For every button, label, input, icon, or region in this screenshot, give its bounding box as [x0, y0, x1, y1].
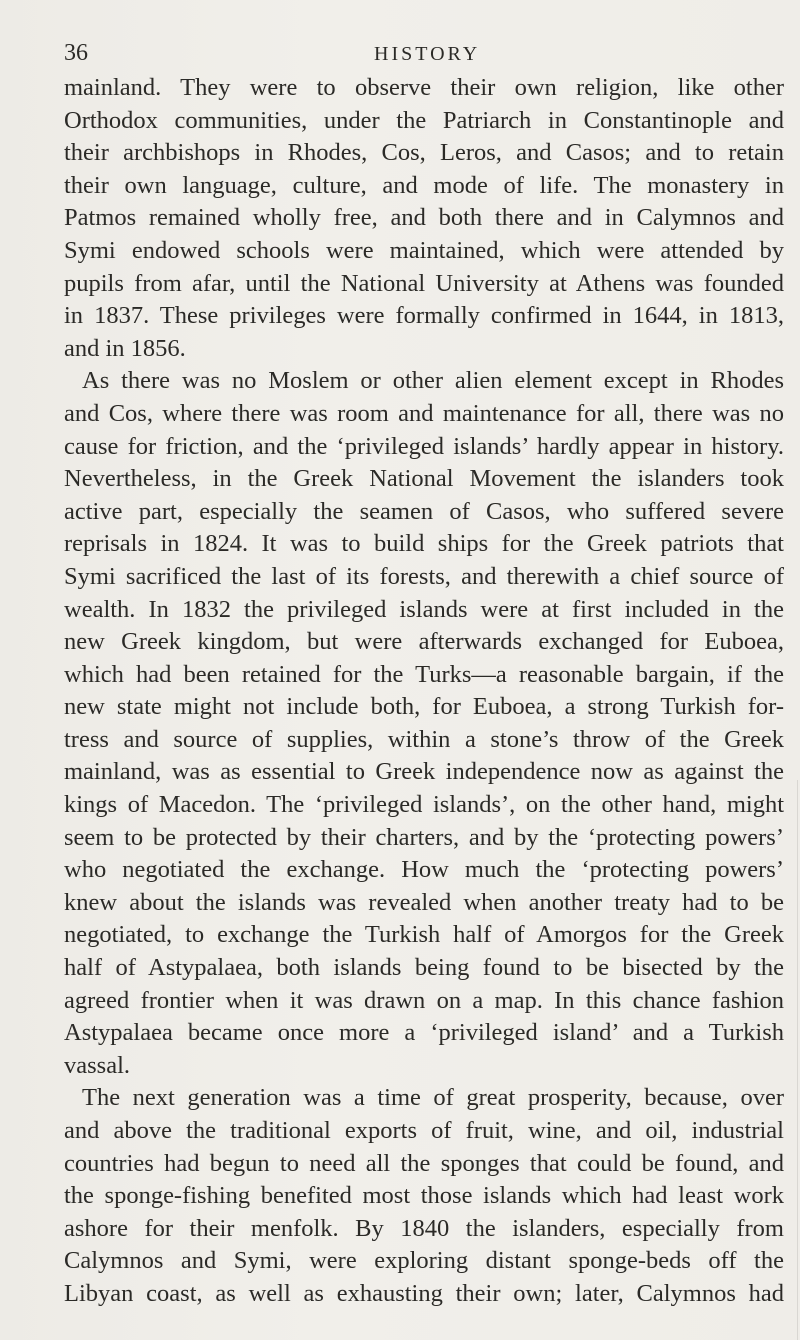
text-line: Orthodox communities, under the Patriarch in Constantinople and: [64, 106, 784, 134]
text-line: tress and source of supplies, within a stone’s throw of the Greek: [64, 725, 784, 753]
text-line: vassal.: [64, 1051, 130, 1079]
text-line: negotiated, to exchange the Turkish half of Amorgos for the Greek: [64, 921, 784, 949]
text-line: As there was no Moslem or other alien element except in Rhodes: [82, 367, 784, 395]
text-line: new Greek kingdom, but were afterwards exchanged for Euboea,: [64, 628, 784, 656]
text-line: cause for friction, and the ‘privileged islands’ hardly appear in history.: [64, 432, 784, 460]
text-line: The next generation was a time of great prosperity, because, over: [82, 1084, 784, 1112]
text-line: and in 1856.: [64, 334, 186, 362]
text-line: new state might not include both, for Euboea, a strong Turkish for-: [64, 693, 784, 721]
text-line: mainland. They were to observe their own religion, like other: [64, 74, 784, 101]
text-line: Patmos remained wholly free, and both there and in Calymnos and: [64, 204, 784, 232]
text-line: Symi endowed schools were maintained, which were attended by: [64, 236, 784, 264]
text-line: and Cos, where there was room and maintenance for all, there was no: [64, 399, 784, 427]
text-line: knew about the islands was revealed when another treaty had to be: [64, 888, 784, 916]
text-line: Nevertheless, in the Greek National Movement the islanders took: [64, 465, 784, 493]
page-number: 36: [64, 40, 88, 66]
running-head: HISTORY: [374, 43, 481, 65]
text-line: Libyan coast, as well as exhausting their own; later, Calymnos had: [64, 1279, 784, 1307]
text-line: ashore for their menfolk. By 1840 the islanders, especially from: [64, 1214, 784, 1242]
text-line: active part, especially the seamen of Casos, who suffered severe: [64, 497, 784, 525]
text-line: the sponge-fishing benefited most those islands which had least work: [64, 1182, 784, 1210]
text-line: and above the traditional exports of fruit, wine, and oil, industrial: [64, 1117, 784, 1144]
text-line: Astypalaea became once more a ‘privileged island’ and a Turkish: [64, 1019, 784, 1047]
page-edge-line: [797, 780, 798, 1340]
text-line: pupils from afar, until the National University at Athens was founded: [64, 269, 784, 297]
text-line: wealth. In 1832 the privileged islands were at first included in the: [64, 595, 784, 623]
text-line: in 1837. These privileges were formally confirmed in 1644, in 1813,: [64, 302, 784, 330]
text-line: their own language, culture, and mode of life. The monastery in: [64, 171, 784, 199]
text-line: mainland, was as essential to Greek independence now as against the: [64, 758, 784, 786]
text-line: seem to be protected by their charters, and by the ‘protecting powers’: [64, 823, 784, 851]
page-header: [64, 38, 784, 68]
text-line: half of Astypalaea, both islands being found to be bisected by the: [64, 954, 784, 982]
text-line: agreed frontier when it was drawn on a map. In this chance fashion: [64, 986, 784, 1014]
text-line: which had been retained for the Turks—a reasonable bargain, if the: [64, 660, 784, 688]
text-line: Symi sacrificed the last of its forests, and therewith a chief source of: [64, 562, 784, 590]
text-line: reprisals in 1824. It was to build ships for the Greek patriots that: [64, 530, 784, 558]
text-line: who negotiated the exchange. How much the ‘protecting powers’: [64, 856, 784, 884]
text-line: countries had begun to need all the sponges that could be found, and: [64, 1149, 784, 1177]
text-line: Calymnos and Symi, were exploring distant sponge-beds off the: [64, 1247, 784, 1275]
body-text: [64, 72, 784, 1311]
text-line: kings of Macedon. The ‘privileged islands’, on the other hand, might: [64, 791, 784, 819]
text-line: their archbishops in Rhodes, Cos, Leros, and Casos; and to retain: [64, 139, 784, 167]
